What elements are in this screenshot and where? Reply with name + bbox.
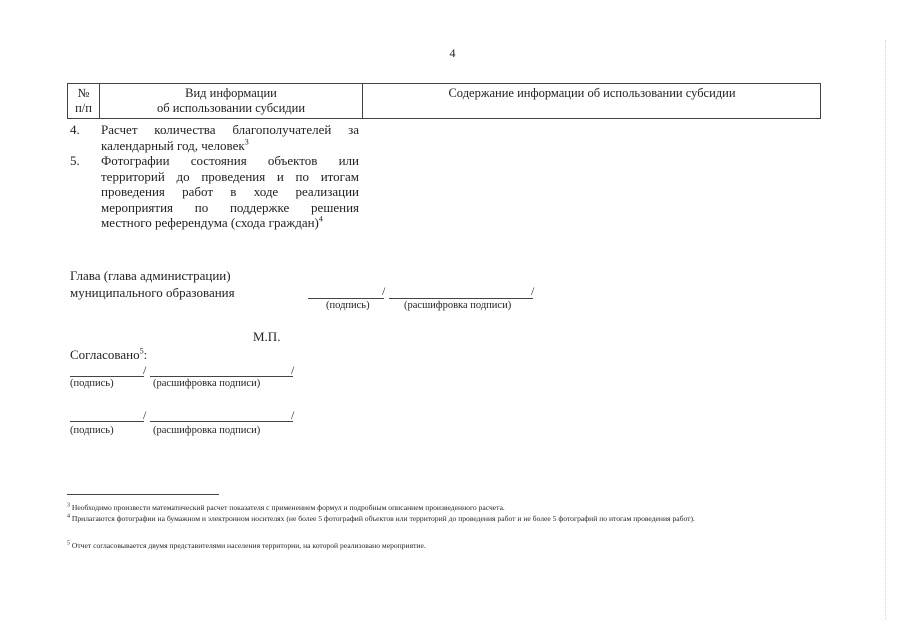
scan-edge: [885, 40, 887, 620]
name-caption: (расшифровка подписи): [404, 300, 512, 311]
stamp-place: М.П.: [253, 329, 281, 344]
row-number: 4.: [70, 122, 80, 137]
row-text: Расчет количества благополучателей за календарный год, человек$^3$: [101, 122, 359, 153]
signature-caption: (подпись): [326, 300, 370, 311]
footnote-mark: 4: [318, 215, 323, 225]
slash-separator: /: [291, 408, 295, 422]
footnote: $^3$ Необходимо произвести математический расчет показателя с применением формул и подробным описанием произведенного расчета.: [67, 502, 505, 512]
signature-caption: (подпись): [70, 425, 114, 436]
header-info-content: Содержание информации об использовании субсидии: [448, 86, 736, 100]
page-number: 4: [449, 46, 456, 60]
row-number: 5.: [70, 153, 80, 168]
signature-line: [308, 298, 384, 299]
header-number: № п/п: [75, 86, 92, 115]
slash-separator: /: [143, 408, 147, 422]
row-text: Фотографии состояния объектов или территорий до проведения и по итогам проведения работ в ходе реализации мероприятия по поддержке решения местного референдума (схода граждан)$^4$: [101, 153, 359, 231]
slash-separator: /: [382, 284, 386, 298]
footnote-mark: 3: [244, 137, 249, 147]
name-caption: (расшифровка подписи): [153, 425, 261, 436]
footnote: $^4$ Прилагаются фотографии на бумажном и электронном носителях (не более 5 фотографий объектов или территорий до проведения работ и не более 5 фотографий по итогам проведения работ).: [67, 513, 695, 523]
signature-line: [70, 376, 144, 377]
info-table-header: [67, 83, 821, 119]
head-title-line2: муниципального образования: [70, 285, 235, 300]
head-title-line1: Глава (глава администрации): [70, 268, 231, 283]
slash-separator: /: [291, 363, 295, 377]
header-info-type: Вид информации об использовании субсидии: [156, 86, 306, 115]
footnote: $^5$ Отчет согласовывается двумя представителями населения территории, на которой реализовано мероприятие.: [67, 540, 426, 550]
name-line: [150, 421, 293, 422]
agreed-label: Согласовано$^5$:: [70, 346, 148, 362]
name-line: [389, 298, 533, 299]
name-caption: (расшифровка подписи): [153, 378, 261, 389]
footnote-separator: [67, 494, 219, 495]
signature-caption: (подпись): [70, 378, 114, 389]
slash-separator: /: [531, 284, 535, 298]
footnote-mark: 5: [139, 346, 144, 356]
signature-line: [70, 421, 144, 422]
slash-separator: /: [143, 363, 147, 377]
name-line: [150, 376, 293, 377]
